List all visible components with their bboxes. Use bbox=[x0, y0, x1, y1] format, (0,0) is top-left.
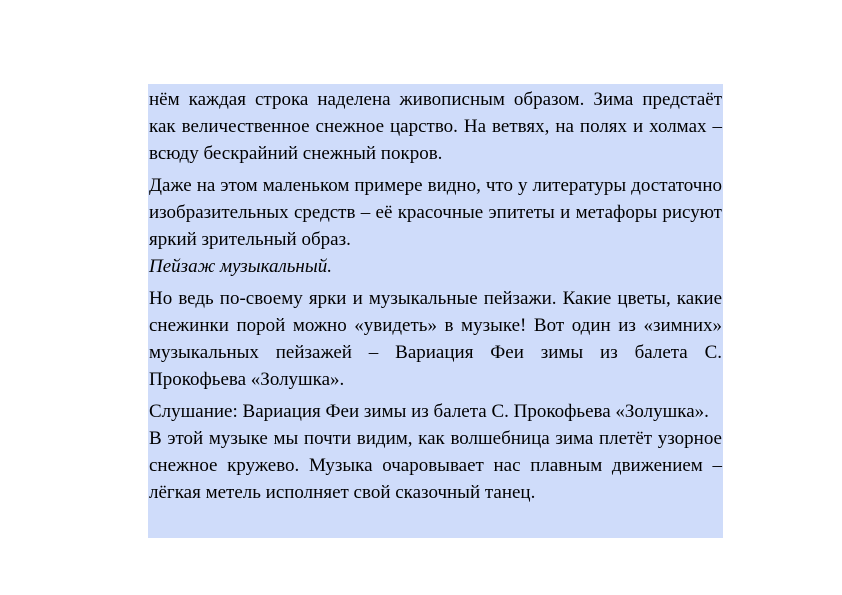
paragraph-literature-means: Даже на этом маленьком примере видно, что у литературы достаточно изобразительных средств – её красочные эпитеты и метафоры рисуют яркий зрительный образ. bbox=[149, 175, 722, 250]
text-block bbox=[148, 84, 723, 538]
paragraph-winter-description: нём каждая строка наделена живописным образом. Зима предстаёт как величественное снежное царство. На ветвях, на полях и холмах – всюду бескрайний снежный покров. bbox=[149, 89, 722, 164]
paragraph-musical-landscapes: Но ведь по-своему ярки и музыкальные пейзажи. Какие цветы, какие снежинки порой можно «увидеть» в музыке! Вот один из «зимних» музыкальных пейзажей – Вариация Феи зимы из балета С. Прокофьева «Золушка». bbox=[149, 288, 722, 390]
paragraph-listening: Слушание: Вариация Феи зимы из балета С. Прокофьева «Золушка». bbox=[149, 401, 709, 422]
section-heading: Пейзаж музыкальный. bbox=[149, 256, 332, 277]
paragraph-music-description: В этой музыке мы почти видим, как волшебница зима плетёт узорное снежное кружево. Музыка очаровывает нас плавным движением – лёгкая метель исполняет свой сказочный танец. bbox=[149, 428, 722, 503]
